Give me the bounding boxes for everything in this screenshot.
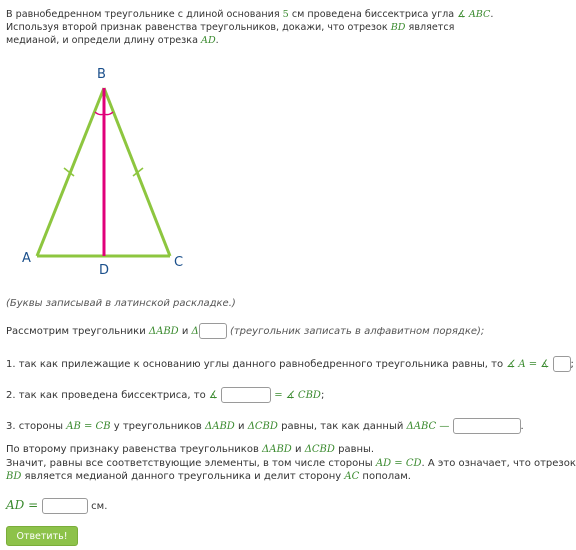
angle-a: ∡ A <box>506 359 526 370</box>
triangle-figure <box>0 60 200 280</box>
triangle-cbd: ΔCBD <box>247 421 278 432</box>
step-2 <box>6 387 324 403</box>
dash: — <box>436 421 453 432</box>
statement-text: . Используя второй признак равенства треугольников, докажи, что отрезок <box>6 9 494 33</box>
label-d: D <box>99 263 110 278</box>
consider-line <box>6 323 484 339</box>
conclusion-text: является медианой данного треугольника и делит сторону <box>21 471 345 482</box>
label-b: B <box>97 67 106 82</box>
statement-text: . <box>215 35 219 46</box>
segment-bd: BD <box>6 471 22 482</box>
sides-ad-cd: AD = CD <box>375 458 422 469</box>
consider-note: (треугольник записать в алфавитном порядке); <box>226 326 485 337</box>
equals-sign: = <box>525 359 541 370</box>
segment-ad: AD <box>6 498 25 512</box>
conclusion-text: и <box>291 444 305 455</box>
step-1-text: 1. так как прилежащие к основанию углы данного равнобедренного треугольника равны, то <box>6 359 507 370</box>
conclusion-text: По второму признаку равенства треугольников <box>6 444 263 455</box>
label-c: C <box>174 255 184 270</box>
step-3-text: равны, так как данный <box>277 421 407 432</box>
unit-cm: см. <box>87 501 108 512</box>
conclusion-text: пополам. <box>359 471 411 482</box>
problem-statement <box>6 8 494 47</box>
triangle-abc: ΔABC <box>406 421 437 432</box>
step-1 <box>6 356 574 372</box>
conclusion-text: . А это означает, что отрезок <box>421 458 576 469</box>
equals-sign: = <box>271 390 286 401</box>
step-2-end: ; <box>320 390 325 401</box>
triangle-cbd: ΔCBD <box>304 444 335 455</box>
base-length: 5 <box>282 9 289 20</box>
angle-cbd: ∡ CBD <box>285 390 321 401</box>
segment-ad: AD <box>201 35 216 46</box>
angle-input-2[interactable] <box>221 387 271 403</box>
sides-ab-cb: AB = CB <box>66 421 111 432</box>
triangle-abd: ΔABD <box>205 421 235 432</box>
step-3-end: . <box>520 421 524 432</box>
side-ab <box>37 88 104 256</box>
submit-button[interactable]: Ответить! <box>6 526 78 546</box>
angle-symbol: ∡ <box>540 359 550 370</box>
angle-symbol: ∡ <box>457 9 466 20</box>
label-a: A <box>22 251 31 266</box>
equals-sign: = <box>24 498 42 512</box>
triangle-abd: ΔABD <box>262 444 292 455</box>
triangle-input[interactable] <box>199 323 227 339</box>
answer-line <box>6 498 107 514</box>
conclusion-text: Значит, равны все соответствующие элементы, в том числе стороны <box>6 458 376 469</box>
segment-ac: AC <box>344 471 360 482</box>
consider-text: Рассмотрим треугольники <box>6 326 149 337</box>
conclusion-text: равны. <box>334 444 375 455</box>
conclusion-line-3 <box>6 471 411 482</box>
step-3 <box>6 418 524 434</box>
step-3-text: и <box>234 421 248 432</box>
step-3-text: 3. стороны <box>6 421 67 432</box>
conclusion-line-2 <box>6 458 576 469</box>
ad-length-input[interactable] <box>42 498 88 514</box>
angle-name: ABC <box>468 9 491 20</box>
statement-text: см проведена биссектриса угла <box>288 9 458 20</box>
triangle-symbol: Δ <box>191 326 199 337</box>
triangle-type-input[interactable] <box>453 418 521 434</box>
triangle-abd: ΔABD <box>148 326 179 337</box>
step-3-text: у треугольников <box>110 421 206 432</box>
segment-bd: BD <box>390 22 406 33</box>
step-2-text: 2. так как проведена биссектриса, то <box>6 390 209 401</box>
angle-input-1[interactable] <box>553 356 571 372</box>
consider-text: и <box>178 326 192 337</box>
statement-text: В равнобедренном треугольнике с длиной основания <box>6 9 283 20</box>
step-1-end: ; <box>570 359 574 370</box>
layout-hint: (Буквы записывай в латинской раскладке.) <box>6 298 236 309</box>
statement-text: является медианой, и определи длину отрезка <box>6 22 455 46</box>
angle-symbol: ∡ <box>208 390 218 401</box>
conclusion-line-1 <box>6 444 374 455</box>
